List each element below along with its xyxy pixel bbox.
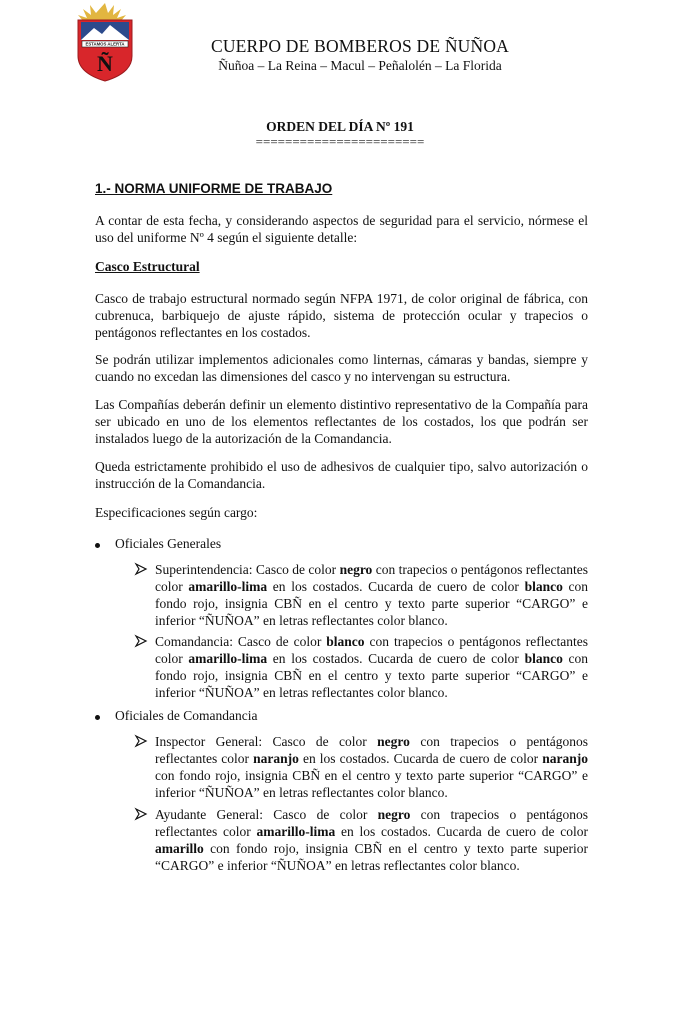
paragraph: Las Compañías deberán definir un elemento distintivo representativo de la Compañía para ser ubicado en uno de los elementos reflectantes de los costados, los que podrán ser instalados luego de la autorización de la Comandancia. [95, 397, 588, 446]
organization-title: CUERPO DE BOMBEROS DE ÑUÑOA [210, 36, 510, 56]
paragraph: Se podrán utilizar implementos adicionales como linternas, cámaras y bandas, siempre y cuando no excedan las dimensiones del casco y no intervengan su estructura. [95, 352, 588, 384]
bullet-label: Oficiales Generales [115, 536, 222, 551]
arrow-bullet-icon [134, 733, 148, 749]
spec-text: Comandancia: Casco de color blanco con trapecios o pentágonos reflectantes color amarillo-lima en los costados. Cucarda de cuero de color blanco con fondo rojo, insignia CBÑ en el centro y texto parte superior “CARGO” e inferior “ÑUÑOA” en letras reflectantes color blanco. [155, 634, 588, 700]
arrow-bullet-icon [134, 633, 148, 649]
arrow-bullet-icon [134, 806, 148, 822]
spec-text: Ayudante General: Casco de color negro con trapecios o pentágonos reflectantes color amarillo-lima en los costados. Cucarda de cuero de color amarillo con fondo rojo, insignia CBÑ en el centro y texto parte superior “CARGO” e inferior “ÑUÑOA” en letras reflectantes color blanco. [155, 807, 588, 873]
logo-motto: ESTAMOS ALERTA [85, 41, 125, 47]
fire-department-crest-logo [74, 1, 136, 83]
order-title-rule: ======================= [255, 134, 425, 149]
logo-letter: Ñ [97, 51, 113, 76]
paragraph: Especificaciones según cargo: [95, 505, 258, 520]
organization-subtitle: Ñuñoa – La Reina – Macul – Peñalolén – La Florida [218, 58, 502, 73]
spec-text: Superintendencia: Casco de color negro con trapecios o pentágonos reflectantes color amarillo-lima en los costados. Cucarda de cuero de color blanco con fondo rojo, insignia CBÑ en el centro y texto parte superior “CARGO” e inferior “ÑUÑOA” en letras reflectantes color blanco. [155, 562, 588, 628]
paragraph: Queda estrictamente prohibido el uso de adhesivos de cualquier tipo, salvo autorización o instrucción de la Comandancia. [95, 459, 588, 491]
bullet-label: Oficiales de Comandancia [115, 708, 258, 723]
sunburst-icon [78, 3, 126, 22]
order-title: ORDEN DEL DÍA Nº 191 [266, 119, 414, 134]
bullet-dot-icon [95, 715, 100, 720]
section-title: 1.- NORMA UNIFORME DE TRABAJO [95, 181, 333, 196]
paragraph: Casco de trabajo estructural normado según NFPA 1971, de color original de fábrica, con cubrenuca, barbiquejo de ajuste rápido, sistema de protección ocular y trapecios o pentágonos reflectantes en los costados. [95, 291, 588, 340]
bullet-dot-icon [95, 543, 100, 548]
subheading-casco: Casco Estructural [95, 259, 200, 274]
intro-paragraph: A contar de esta fecha, y considerando aspectos de seguridad para el servicio, nórmese el uso del uniforme Nº 4 según el siguiente detalle: [95, 213, 588, 245]
arrow-bullet-icon [134, 561, 148, 577]
spec-text: Inspector General: Casco de color negro con trapecios o pentágonos reflectantes color naranjo en los costados. Cucarda de cuero de color naranjo con fondo rojo, insignia CBÑ en el centro y texto parte superior “CARGO” e inferior “ÑUÑOA” en letras reflectantes color blanco. [155, 734, 588, 800]
